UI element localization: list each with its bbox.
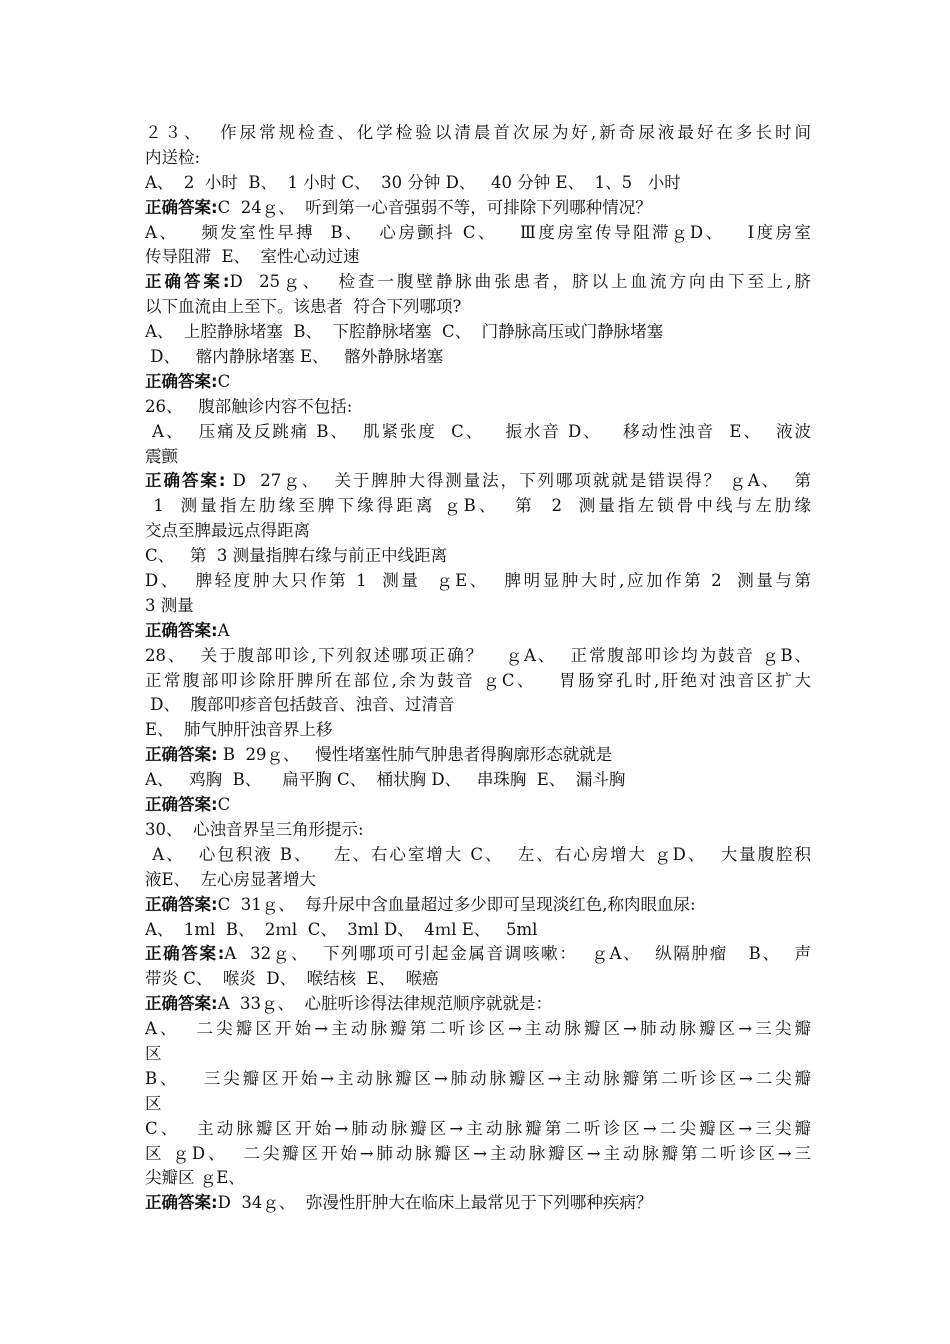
text-line: [145, 718, 811, 743]
answer-line: [145, 370, 811, 395]
text-line: [145, 146, 811, 171]
line-text: C 24ｇ、 听到第一心音强弱不等，可排除下列哪种情况？: [217, 197, 652, 217]
text-line: [145, 1067, 811, 1092]
line-text: 区: [145, 1043, 162, 1063]
text-line: [145, 1166, 811, 1191]
answer-label: 正确答案:: [145, 944, 225, 964]
text-line: [145, 1017, 811, 1042]
answer-label: 正确答案:: [145, 371, 218, 391]
line-text: A、 频发室性早搏 B、 心房颤抖 C、 Ⅲ度房室传导阻滞ｇD、 Ⅰ度房室: [145, 222, 811, 242]
line-text: A 33ｇ、 心脏听诊得法律规范顺序就就是：: [217, 994, 553, 1014]
line-text: 30、 心浊音界呈三角形提示:: [145, 819, 364, 839]
answer-label: 正确答案:: [145, 745, 218, 765]
answer-label: 正确答案:: [145, 1193, 218, 1213]
line-text: C 31ｇ、 每升尿中含血量超过多少即可呈现淡红色,称肉眼血尿:: [217, 894, 696, 914]
line-text: 以下血流由上至下。该患者 符合下列哪项?: [145, 297, 462, 317]
text-line: [145, 1117, 811, 1142]
text-line: [145, 519, 811, 544]
text-line: [145, 768, 811, 793]
line-text: D、 脾轻度肿大只作第 1 测量 ｇE、 脾明显肿大时,应加作第 2 测量与第: [145, 571, 811, 591]
line-text: 带炎 C、 喉炎 D、 喉结核 E、 喉癌: [145, 969, 439, 989]
text-line: [145, 818, 811, 843]
line-text: B 29ｇ、 慢性堵塞性肺气肿患者得胸廓形态就就是: [217, 745, 613, 765]
line-text: 区: [145, 1093, 162, 1113]
answer-line: [145, 1191, 811, 1216]
answer-line: [145, 196, 811, 221]
text-line: [145, 320, 811, 345]
text-line: [145, 868, 811, 893]
answer-label: 正确答案:: [145, 197, 218, 217]
answer-line: [145, 270, 811, 295]
answer-label: 正确答案:: [145, 620, 218, 640]
line-text: C: [217, 371, 231, 391]
line-text: D 25ｇ、 检查一腹壁静脉曲张患者，脐以上血流方向由下至上,脐: [229, 272, 811, 292]
line-text: D 27ｇ、 关于脾肿大得测量法，下列哪项就就是错误得？ ｇA、 第: [225, 471, 811, 491]
text-line: [145, 445, 811, 470]
line-text: 交点至脾最远点得距离: [145, 521, 310, 541]
text-line: [145, 221, 811, 246]
text-line: [145, 395, 811, 420]
line-text: C、 第 3 测量指脾右缘与前正中线距离: [145, 546, 448, 566]
text-line: [145, 345, 811, 370]
answer-line: [145, 942, 811, 967]
document-body: [145, 121, 811, 1216]
line-text: D 34ｇ、 弥漫性肝肿大在临床上最常见于下列哪种疾病？: [217, 1193, 653, 1213]
line-text: 正常腹部叩诊除肝脾所在部位,余为鼓音 ｇC、 胃肠穿孔时,肝绝对浊音区扩大: [145, 670, 811, 690]
text-line: [145, 1092, 811, 1117]
line-text: A、 上腔静脉堵塞 B、 下腔静脉堵塞 C、 门静脉高压或门静脉堵塞: [145, 322, 664, 342]
text-line: [145, 1042, 811, 1067]
text-line: [145, 644, 811, 669]
answer-line: [145, 992, 811, 1017]
line-text: 28、 关于腹部叩诊,下列叙述哪项正确？ ｇA、 正常腹部叩诊均为鼓音 ｇB、: [145, 645, 811, 665]
line-text: 尖瓣区 ｇE、: [145, 1168, 245, 1188]
line-text: D、 腹部叩疹音包括鼓音、浊音、过清音: [145, 695, 455, 715]
line-text: C: [217, 795, 231, 815]
line-text: D、 髂内静脉堵塞 E、 髂外静脉堵塞: [145, 347, 444, 367]
text-line: [145, 121, 811, 146]
text-line: [145, 843, 811, 868]
answer-line: [145, 469, 811, 494]
text-line: [145, 669, 811, 694]
line-text: E、 肺气肿肝浊音界上移: [145, 720, 333, 740]
text-line: [145, 693, 811, 718]
text-line: [145, 245, 811, 270]
line-text: ２３、 作尿常规检查、化学检验以清晨首次尿为好,新奇尿液最好在多长时间: [145, 123, 811, 142]
text-line: [145, 544, 811, 569]
text-line: [145, 1142, 811, 1167]
line-text: 26、 腹部触诊内容不包括:: [145, 396, 353, 416]
answer-line: [145, 793, 811, 818]
line-text: C、 主动脉瓣区开始→肺动脉瓣区→主动脉瓣第二听诊区→二尖瓣区→三尖瓣: [145, 1118, 811, 1138]
line-text: A: [217, 620, 230, 640]
text-line: [145, 171, 811, 196]
answer-label: 正确答案:: [145, 471, 226, 491]
answer-line: [145, 893, 811, 918]
line-text: A 32ｇ、 下列哪项可引起金属音调咳嗽： ｇA、 纵隔肿瘤 B、 声: [224, 944, 811, 964]
line-text: 传导阻滞 E、 室性心动过速: [145, 247, 360, 267]
text-line: [145, 594, 811, 619]
line-text: 3 测量: [145, 595, 194, 615]
line-text: 区 ｇD、 二尖瓣区开始→肺动脉瓣区→主动脉瓣区→主动脉瓣第二听诊区→三: [145, 1143, 811, 1163]
text-line: [145, 295, 811, 320]
line-text: 内送检:: [145, 147, 201, 167]
line-text: 液E、 左心房显著增大: [145, 869, 317, 889]
line-text: A、 1ml B、 2ｍl C、 3ml D、 4ｍl E、 5ml: [145, 919, 538, 939]
text-line: [145, 494, 811, 519]
answer-label: 正确答案:: [145, 994, 218, 1014]
answer-line: [145, 619, 811, 644]
answer-label: 正确答案:: [145, 272, 230, 292]
text-line: [145, 918, 811, 943]
line-text: A、 二尖瓣区开始→主动脉瓣第二听诊区→主动脉瓣区→肺动脉瓣区→三尖瓣: [145, 1019, 811, 1039]
line-text: 震颤: [145, 446, 178, 466]
line-text: A、 心包积液 B、 左、右心室增大 C、 左、右心房增大 ｇD、 大量腹腔积: [145, 844, 811, 864]
line-text: 1 测量指左肋缘至脾下缘得距离 ｇB、 第 2 测量指左锁骨中线与左肋缘: [145, 496, 811, 516]
line-text: B、 三尖瓣区开始→主动脉瓣区→肺动脉瓣区→主动脉瓣第二听诊区→二尖瓣: [145, 1068, 811, 1088]
text-line: [145, 420, 811, 445]
line-text: A、 鸡胸 B、 扁平胸 C、 桶状胸 D、 串珠胸 E、 漏斗胸: [145, 770, 626, 790]
answer-label: 正确答案:: [145, 795, 218, 815]
answer-line: [145, 743, 811, 768]
text-line: [145, 569, 811, 594]
text-line: [145, 967, 811, 992]
line-text: A、 2 小时 B、 1 小时 C、 30 分钟 D、 40 分钟 E、 1、5 小时: [145, 172, 681, 192]
answer-label: 正确答案:: [145, 894, 218, 914]
line-text: A、 压痛及反跳痛 B、 肌紧张度 C、 振水音 D、 移动性浊音 E、 液波: [145, 421, 811, 441]
